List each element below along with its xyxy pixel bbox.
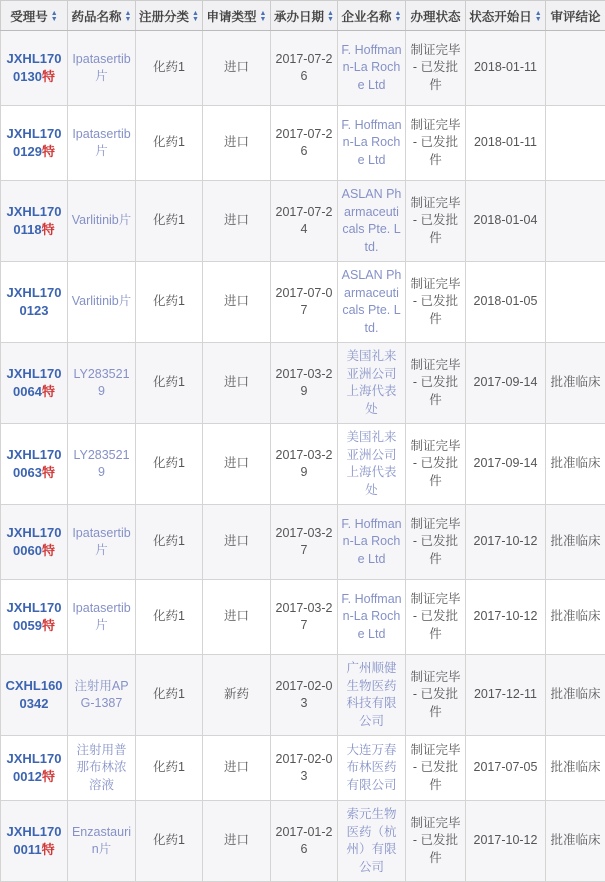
acceptance-date: 2017-02-03 <box>271 655 338 736</box>
company-name-cell <box>338 655 406 736</box>
column-header[interactable] <box>406 1 466 31</box>
review-conclusion <box>546 181 605 262</box>
table-row <box>1 181 605 262</box>
column-header[interactable] <box>1 1 68 31</box>
company-name-cell <box>338 181 406 262</box>
status-start-date: 2017-10-12 <box>466 580 546 655</box>
processing-status: 制证完毕 - 已发批件 <box>406 424 466 505</box>
sort-icon[interactable] <box>125 11 132 23</box>
company-name-cell <box>338 505 406 580</box>
special-review-tag: 特 <box>42 384 55 399</box>
company-name-link[interactable]: 大连万春布林医药有限公司 <box>346 743 396 792</box>
application-type: 进口 <box>203 262 271 343</box>
sort-down-arrow-icon: ▼ <box>51 17 58 23</box>
acceptance-number: JXHL1700129 <box>7 126 62 160</box>
application-type: 进口 <box>203 106 271 181</box>
column-header-label: 企业名称 <box>342 10 392 24</box>
special-review-tag: 特 <box>42 144 55 159</box>
registration-category: 化药1 <box>136 801 203 882</box>
processing-status: 制证完毕 - 已发批件 <box>406 801 466 882</box>
status-start-date: 2018-01-05 <box>466 262 546 343</box>
review-conclusion: 批准临床 <box>546 424 605 505</box>
review-conclusion <box>546 106 605 181</box>
status-start-date: 2017-09-14 <box>466 424 546 505</box>
application-type: 进口 <box>203 31 271 106</box>
application-type: 进口 <box>203 181 271 262</box>
acceptance-number: JXHL1700012 <box>7 751 62 785</box>
sort-up-arrow-icon: ▲ <box>125 11 132 17</box>
table-row <box>1 106 605 181</box>
review-conclusion: 批准临床 <box>546 343 605 424</box>
company-name-link[interactable]: F. Hoffmann-La Roche Ltd <box>341 517 401 566</box>
sort-down-arrow-icon: ▼ <box>395 17 402 23</box>
sort-icon[interactable] <box>327 11 334 23</box>
review-conclusion: 批准临床 <box>546 580 605 655</box>
review-conclusion: 批准临床 <box>546 655 605 736</box>
processing-status: 制证完毕 - 已发批件 <box>406 106 466 181</box>
company-name-link[interactable]: F. Hoffmann-La Roche Ltd <box>341 592 401 641</box>
special-review-tag: 特 <box>42 842 55 857</box>
sort-icon[interactable] <box>192 11 199 23</box>
company-name-cell <box>338 580 406 655</box>
drug-name-cell <box>68 343 136 424</box>
drug-name-link[interactable]: Enzastaurin片 <box>72 825 131 857</box>
review-conclusion: 批准临床 <box>546 736 605 801</box>
registration-category: 化药1 <box>136 736 203 801</box>
table-row <box>1 31 605 106</box>
company-name-link[interactable]: 广州顺健生物医药科技有限公司 <box>346 661 396 728</box>
acceptance-number-cell <box>1 424 68 505</box>
sort-down-arrow-icon: ▼ <box>260 17 267 23</box>
drug-name-link[interactable]: Ipatasertib片 <box>72 52 130 84</box>
processing-status: 制证完毕 - 已发批件 <box>406 655 466 736</box>
drug-name-cell <box>68 505 136 580</box>
drug-name-link[interactable]: LY2835219 <box>73 448 129 480</box>
registration-category: 化药1 <box>136 655 203 736</box>
company-name-link[interactable]: ASLAN Pharmaceuticals Pte. Ltd. <box>342 268 402 335</box>
company-name-cell <box>338 343 406 424</box>
column-header-label: 承办日期 <box>274 10 324 24</box>
acceptance-date: 2017-07-07 <box>271 262 338 343</box>
table-row <box>1 424 605 505</box>
registration-category: 化药1 <box>136 505 203 580</box>
drug-name-cell <box>68 580 136 655</box>
drug-name-cell <box>68 655 136 736</box>
acceptance-number-link[interactable] <box>7 285 62 319</box>
acceptance-number: JXHL1700011 <box>7 824 62 858</box>
acceptance-number-link[interactable] <box>7 366 62 400</box>
acceptance-number-cell <box>1 655 68 736</box>
sort-down-arrow-icon: ▼ <box>327 17 334 23</box>
acceptance-number-cell <box>1 181 68 262</box>
column-header[interactable] <box>68 1 136 31</box>
application-type: 新药 <box>203 655 271 736</box>
acceptance-date: 2017-07-26 <box>271 106 338 181</box>
sort-down-arrow-icon: ▼ <box>125 17 132 23</box>
company-name-link[interactable]: 索元生物医药（杭州）有限公司 <box>346 807 396 874</box>
processing-status: 制证完毕 - 已发批件 <box>406 343 466 424</box>
sort-icon[interactable] <box>535 11 542 23</box>
acceptance-number-cell <box>1 736 68 801</box>
status-start-date: 2017-07-05 <box>466 736 546 801</box>
column-header[interactable] <box>546 1 605 31</box>
special-review-tag: 特 <box>42 69 55 84</box>
header-row <box>1 1 605 31</box>
drug-name-cell <box>68 181 136 262</box>
acceptance-number: JXHL1700118 <box>7 204 62 238</box>
acceptance-date: 2017-03-29 <box>271 343 338 424</box>
table-row <box>1 262 605 343</box>
table-row <box>1 505 605 580</box>
status-start-date: 2018-01-04 <box>466 181 546 262</box>
drug-name-cell <box>68 424 136 505</box>
status-start-date: 2017-09-14 <box>466 343 546 424</box>
table-row <box>1 655 605 736</box>
special-review-tag: 特 <box>42 543 55 558</box>
drug-name-link[interactable]: 注射用APG-1387 <box>74 679 128 711</box>
column-header[interactable] <box>338 1 406 31</box>
sort-up-arrow-icon: ▲ <box>535 11 542 17</box>
column-header[interactable] <box>136 1 203 31</box>
column-header[interactable] <box>203 1 271 31</box>
sort-down-arrow-icon: ▼ <box>535 17 542 23</box>
column-header-label: 注册分类 <box>139 10 189 24</box>
drug-name-link[interactable]: Ipatasertib片 <box>72 127 130 159</box>
table-body <box>1 31 605 882</box>
acceptance-number: JXHL1700063 <box>7 447 62 481</box>
acceptance-number-link[interactable] <box>7 204 62 238</box>
acceptance-number-link[interactable] <box>7 824 62 858</box>
acceptance-date: 2017-02-03 <box>271 736 338 801</box>
sort-up-arrow-icon: ▲ <box>192 11 199 17</box>
acceptance-number-link[interactable] <box>7 126 62 160</box>
company-name-link[interactable]: F. Hoffmann-La Roche Ltd <box>341 118 401 167</box>
application-type: 进口 <box>203 424 271 505</box>
acceptance-number-cell <box>1 106 68 181</box>
company-name-link[interactable]: ASLAN Pharmaceuticals Pte. Ltd. <box>342 187 402 254</box>
acceptance-number: CXHL1600342 <box>5 678 62 712</box>
company-name-cell <box>338 31 406 106</box>
acceptance-number-cell <box>1 31 68 106</box>
sort-up-arrow-icon: ▲ <box>327 11 334 17</box>
registration-category: 化药1 <box>136 343 203 424</box>
company-name-link[interactable]: 美国礼来亚洲公司上海代表处 <box>346 349 396 416</box>
column-header-label: 状态开始日 <box>469 10 532 24</box>
sort-up-arrow-icon: ▲ <box>395 11 402 17</box>
status-start-date: 2017-10-12 <box>466 801 546 882</box>
sort-up-arrow-icon: ▲ <box>260 11 267 17</box>
table-header <box>1 1 605 31</box>
review-conclusion: 批准临床 <box>546 505 605 580</box>
processing-status: 制证完毕 - 已发批件 <box>406 736 466 801</box>
acceptance-number-cell <box>1 505 68 580</box>
acceptance-number: JXHL1700064 <box>7 366 62 400</box>
processing-status: 制证完毕 - 已发批件 <box>406 181 466 262</box>
column-header-label: 办理状态 <box>410 10 460 24</box>
sort-down-arrow-icon: ▼ <box>192 17 199 23</box>
drug-name-link[interactable]: 注射用普那布林浓溶液 <box>76 743 126 792</box>
application-type: 进口 <box>203 505 271 580</box>
application-type: 进口 <box>203 580 271 655</box>
acceptance-number: JXHL1700059 <box>7 600 62 634</box>
sort-up-arrow-icon: ▲ <box>51 11 58 17</box>
drug-name-cell <box>68 801 136 882</box>
special-review-tag: 特 <box>42 769 55 784</box>
column-header-label: 申请类型 <box>207 10 257 24</box>
review-conclusion <box>546 31 605 106</box>
sort-icon[interactable] <box>395 11 402 23</box>
status-start-date: 2017-12-11 <box>466 655 546 736</box>
column-header[interactable] <box>466 1 546 31</box>
company-name-cell <box>338 106 406 181</box>
column-header-label: 药品名称 <box>72 10 122 24</box>
acceptance-number-cell <box>1 262 68 343</box>
acceptance-number-link[interactable] <box>7 525 62 559</box>
company-name-link[interactable]: F. Hoffmann-La Roche Ltd <box>341 43 401 92</box>
acceptance-number: JXHL1700060 <box>7 525 62 559</box>
drug-name-link[interactable]: Ipatasertib片 <box>72 601 130 633</box>
drug-name-link[interactable]: Varlitinib片 <box>72 294 132 308</box>
status-start-date: 2018-01-11 <box>466 106 546 181</box>
drug-name-cell <box>68 31 136 106</box>
processing-status: 制证完毕 - 已发批件 <box>406 31 466 106</box>
acceptance-date: 2017-01-26 <box>271 801 338 882</box>
processing-status: 制证完毕 - 已发批件 <box>406 505 466 580</box>
drug-name-link[interactable]: Varlitinib片 <box>72 213 132 227</box>
registration-category: 化药1 <box>136 106 203 181</box>
acceptance-date: 2017-07-26 <box>271 31 338 106</box>
registration-category: 化药1 <box>136 262 203 343</box>
acceptance-number-cell <box>1 343 68 424</box>
acceptance-number-link[interactable] <box>7 751 62 785</box>
table-row <box>1 736 605 801</box>
acceptance-date: 2017-03-27 <box>271 580 338 655</box>
acceptance-number-link[interactable] <box>7 51 62 85</box>
column-header-label: 受理号 <box>10 10 48 24</box>
sort-icon[interactable] <box>51 11 58 23</box>
application-type: 进口 <box>203 801 271 882</box>
acceptance-number-link[interactable] <box>7 447 62 481</box>
acceptance-number-cell <box>1 801 68 882</box>
company-name-cell <box>338 262 406 343</box>
acceptance-date: 2017-07-24 <box>271 181 338 262</box>
acceptance-date: 2017-03-29 <box>271 424 338 505</box>
table-row <box>1 801 605 882</box>
acceptance-number: JXHL1700130 <box>7 51 62 85</box>
special-review-tag: 特 <box>42 222 55 237</box>
status-start-date: 2018-01-11 <box>466 31 546 106</box>
company-name-cell <box>338 801 406 882</box>
review-conclusion <box>546 262 605 343</box>
company-name-link[interactable]: 美国礼来亚洲公司上海代表处 <box>346 430 396 497</box>
company-name-cell <box>338 424 406 505</box>
column-header[interactable] <box>271 1 338 31</box>
drug-name-link[interactable]: LY2835219 <box>73 367 129 399</box>
processing-status: 制证完毕 - 已发批件 <box>406 580 466 655</box>
special-review-tag: 特 <box>42 465 55 480</box>
registration-category: 化药1 <box>136 580 203 655</box>
status-start-date: 2017-10-12 <box>466 505 546 580</box>
company-name-cell <box>338 736 406 801</box>
special-review-tag: 特 <box>42 618 55 633</box>
table-row <box>1 343 605 424</box>
acceptance-number-link[interactable] <box>5 678 62 712</box>
drug-name-cell <box>68 106 136 181</box>
application-type: 进口 <box>203 343 271 424</box>
processing-status: 制证完毕 - 已发批件 <box>406 262 466 343</box>
application-type: 进口 <box>203 736 271 801</box>
drug-name-cell <box>68 736 136 801</box>
acceptance-number-cell <box>1 580 68 655</box>
registration-category: 化药1 <box>136 31 203 106</box>
registration-category: 化药1 <box>136 424 203 505</box>
acceptance-date: 2017-03-27 <box>271 505 338 580</box>
registration-category: 化药1 <box>136 181 203 262</box>
acceptance-number-link[interactable] <box>7 600 62 634</box>
drug-name-link[interactable]: Ipatasertib片 <box>72 526 130 558</box>
drug-name-cell <box>68 262 136 343</box>
sort-icon[interactable] <box>260 11 267 23</box>
acceptance-number: JXHL1700123 <box>7 285 62 319</box>
table-row <box>1 580 605 655</box>
column-header-label: 审评结论 <box>550 10 600 24</box>
review-conclusion: 批准临床 <box>546 801 605 882</box>
